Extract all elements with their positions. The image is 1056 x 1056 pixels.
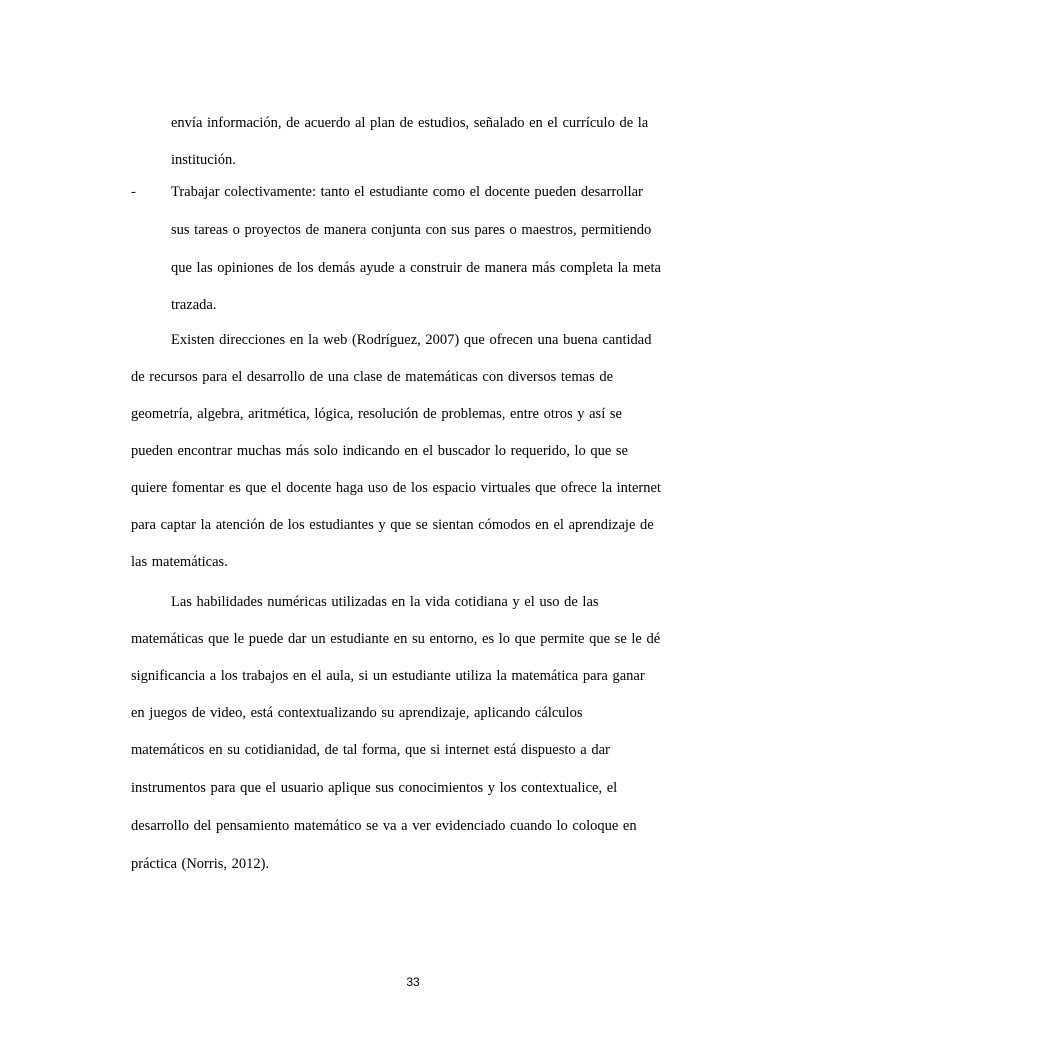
list-continuation-line: envía información, de acuerdo al plan de estudios, señalado en el currículo de la	[171, 115, 649, 131]
paragraph-2-line: matemáticos en su cotidianidad, de tal forma, que si internet está dispuesto a dar	[131, 742, 610, 758]
paragraph-1-line: de recursos para el desarrollo de una clase de matemáticas con diversos temas de	[131, 369, 614, 385]
paragraph-2-line: instrumentos para que el usuario aplique sus conocimientos y los contextualice, el	[131, 780, 618, 796]
paragraph-1-line: pueden encontrar muchas más solo indicando en el buscador lo requerido, lo que se	[131, 443, 628, 459]
paragraph-1-line: para captar la atención de los estudiantes y que se sientan cómodos en el aprendizaje de	[131, 517, 654, 533]
list-continuation-line: institución.	[171, 152, 236, 168]
paragraph-1-line: Existen direcciones en la web (Rodríguez, 2007) que ofrecen una buena cantidad	[171, 332, 652, 348]
paragraph-2-line: desarrollo del pensamiento matemático se va a ver evidenciado cuando lo coloque en	[131, 818, 637, 834]
paragraph-1-line: las matemáticas.	[131, 554, 228, 570]
list-item-line: que las opiniones de los demás ayude a construir de manera más completa la meta	[171, 260, 661, 276]
list-bullet: -	[131, 184, 136, 200]
list-item-line: Trabajar colectivamente: tanto el estudiante como el docente pueden desarrollar	[171, 184, 643, 200]
paragraph-1-line: quiere fomentar es que el docente haga uso de los espacio virtuales que ofrece la internet	[131, 480, 661, 496]
paragraph-2-line: práctica (Norris, 2012).	[131, 856, 270, 872]
paragraph-2-line: en juegos de video, está contextualizando su aprendizaje, aplicando cálculos	[131, 705, 583, 721]
page-number: 33	[406, 975, 420, 989]
paragraph-1-line: geometría, algebra, aritmética, lógica, resolución de problemas, entre otros y así se	[131, 406, 622, 422]
paragraph-2-line: matemáticas que le puede dar un estudiante en su entorno, es lo que permite que se le dé	[131, 631, 661, 647]
paragraph-2-line: significancia a los trabajos en el aula, si un estudiante utiliza la matemática para ganar	[131, 668, 645, 684]
list-item-line: trazada.	[171, 297, 217, 313]
list-item-line: sus tareas o proyectos de manera conjunta con sus pares o maestros, permitiendo	[171, 222, 652, 238]
paragraph-2-line: Las habilidades numéricas utilizadas en la vida cotidiana y el uso de las	[171, 594, 599, 610]
